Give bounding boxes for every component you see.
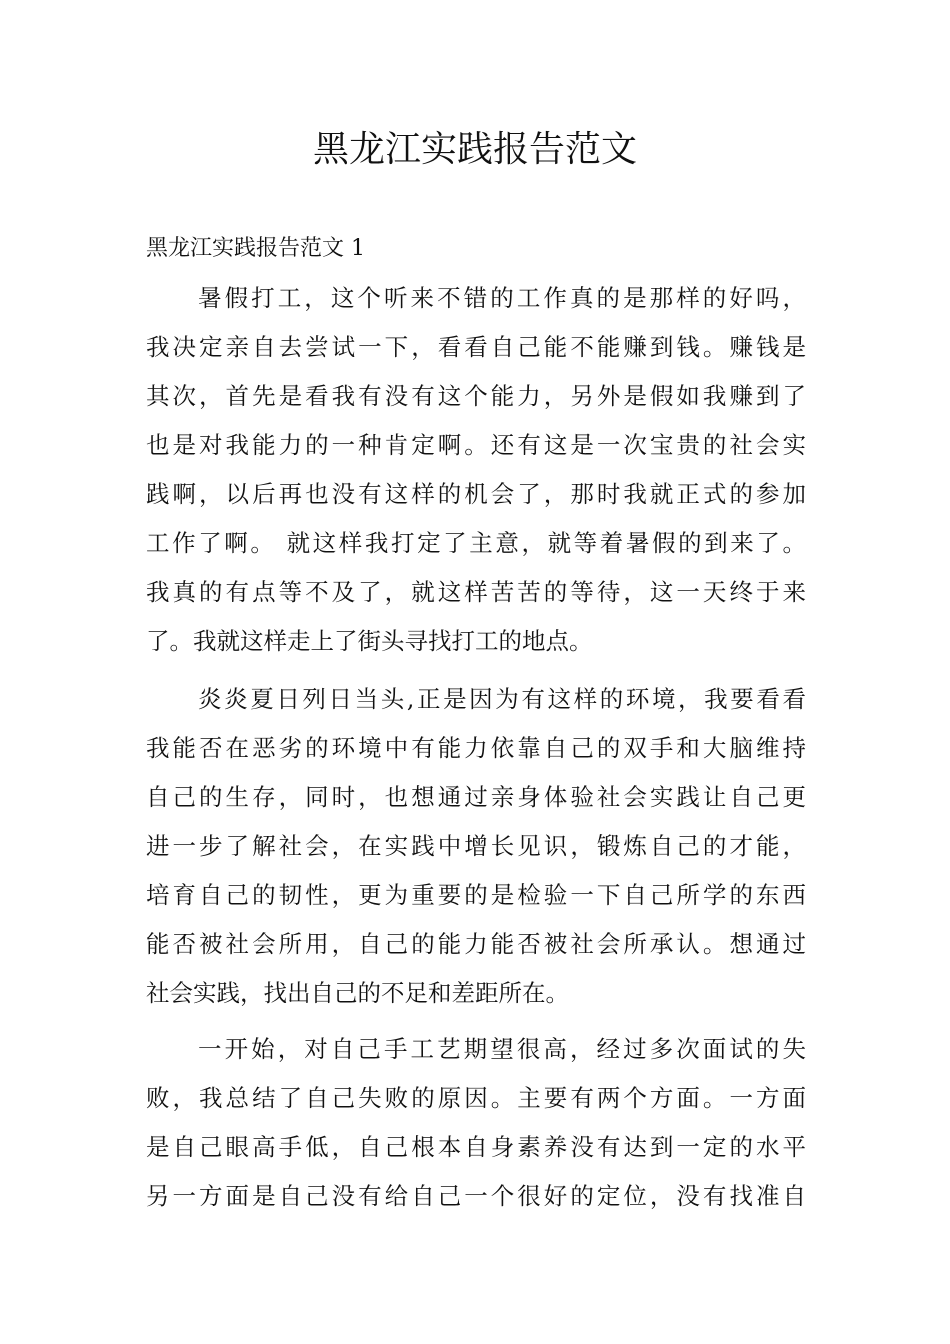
- paragraph-line: 我能否在恶劣的环境中有能力依靠自己的双手和大脑维持: [146, 734, 806, 762]
- paragraph: [146, 1025, 806, 1221]
- paragraph-line: 是自己眼高手低，自己根本自身素养没有达到一定的水平: [146, 1133, 806, 1161]
- paragraph-line: 败，我总结了自己失败的原因。主要有两个方面。一方面: [146, 1084, 806, 1112]
- paragraph-line: 践啊，以后再也没有这样的机会了，那时我就正式的参加: [146, 480, 806, 508]
- paragraph-line: 我决定亲自去尝试一下，看看自己能不能赚到钱。赚钱是: [146, 333, 806, 361]
- section-heading: 黑龙江实践报告范文 1: [146, 236, 365, 261]
- paragraph-line: 了。我就这样走上了街头寻找打工的地点。: [146, 627, 593, 655]
- paragraph-line: 暑假打工，这个听来不错的工作真的是那样的好吗，: [198, 284, 806, 312]
- paragraph-line: 进一步了解社会，在实践中增长见识，锻炼自己的才能，: [146, 832, 806, 860]
- paragraph-line: 一开始，对自己手工艺期望很高，经过多次面试的失: [198, 1035, 806, 1063]
- paragraph-line: 工作了啊。 就这样我打定了主意，就等着暑假的到来了。: [146, 529, 806, 557]
- paragraph-line: 能否被社会所用，自己的能力能否被社会所承认。想通过: [146, 930, 806, 958]
- paragraph-line: 培育自己的韧性，更为重要的是检验一下自己所学的东西: [146, 881, 806, 909]
- paragraph-line: 自己的生存，同时，也想通过亲身体验社会实践让自己更: [146, 783, 806, 811]
- paragraph: [146, 274, 806, 666]
- paragraph-line: 也是对我能力的一种肯定啊。还有这是一次宝贵的社会实: [146, 431, 806, 459]
- paragraph-line: 其次，首先是看我有没有这个能力，另外是假如我赚到了: [146, 382, 806, 410]
- paragraph: [146, 675, 806, 1018]
- paragraph-line: 社会实践，找出自己的不足和差距所在。: [146, 979, 569, 1007]
- paragraph-line: 我真的有点等不及了，就这样苦苦的等待，这一天终于来: [146, 578, 806, 606]
- paragraph-line: 另一方面是自己没有给自己一个很好的定位，没有找准自: [146, 1182, 806, 1210]
- paragraph-line: 炎炎夏日列日当头,正是因为有这样的环境，我要看看: [198, 685, 806, 713]
- document-title: 黑龙江实践报告范文: [312, 129, 637, 170]
